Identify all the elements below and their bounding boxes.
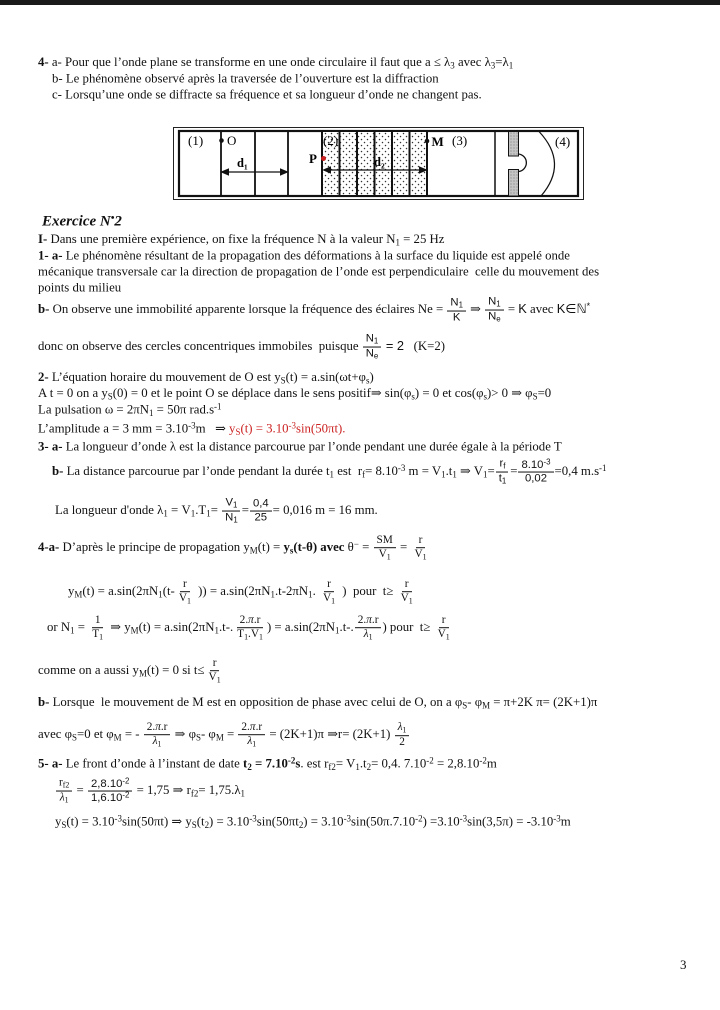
text-line: donc on observe des cercles concentriques immobiles puisque $\frac{N1}{Ne}$ = 2 (K=2) xyxy=(38,332,446,361)
fraction: $\frac{N1}{Ne}$ xyxy=(363,333,382,362)
fraction: $\frac{r}{V1}$ xyxy=(208,657,221,684)
text-line: points du milieu xyxy=(38,280,122,295)
text-line: A t = 0 on a yS(0) = 0 et le point O se déplace dans le sens positif⇒ sin(φs) = 0 et cos(φs)> 0 ⇒ φS=0 xyxy=(38,386,552,402)
fraction: $\frac{rf}{t1}$ xyxy=(496,458,510,487)
fraction: $\frac{r}{V1}$ xyxy=(322,578,336,605)
fraction: $\frac{1}{T1}$ xyxy=(92,614,104,641)
text-line: $\frac{rf2}{\lambda 1}$ = $\frac{2,8.10^{-2}}{1,6.10^{-2}}$ = 1,75 ⇒ rf2= 1,75.λ1 xyxy=(55,777,245,806)
text-line: L’amplitude a = 3 mm = $3.10^{-3}m$ ⇒ $yS(t) = 3.10^{-3}\sin(50\pi t)$. xyxy=(38,420,346,438)
point-m-dot xyxy=(425,139,430,144)
point-m-label: M xyxy=(431,134,444,149)
distance-d2-label: d₂ xyxy=(374,155,385,169)
fraction: $\frac{2,8.10^{-2}}{1,6.10^{-2}}$ xyxy=(88,777,132,804)
text-line: or N1 = $\frac{1}{T1}$ ⇒ yM(t) = a.sin(2πN1.t-. $\frac{2.\pi.r}{T1.V1}$ ) = a.sin(2πN1.t-. $\frac{2.\pi.r}{\lambda 1}$ ) pour t≥ $\frac{r}{V1}$ xyxy=(47,614,454,642)
fraction: $\frac{N1}{K}$ xyxy=(447,296,466,324)
region-1-label: (1) xyxy=(188,133,204,148)
point-p-dot xyxy=(321,156,326,161)
page-number: 3 xyxy=(680,957,687,972)
point-o-label: O xyxy=(227,133,237,148)
text-line: 3- a- La longueur d’onde λ est la distance parcourue par l’onde pendant une durée égale à la période T xyxy=(38,439,562,454)
region-2-label: (2) xyxy=(323,133,339,148)
text-line: 4-a- D’après le principe de propagation yM(t) = ys(t-θ) avec θ− = $\frac{SM}{V1}$ = $\frac{r}{V1}$ xyxy=(38,534,431,562)
text-line: c- Lorsqu’une onde se diffracte sa fréquence et sa longueur d’onde ne changent pas. xyxy=(52,87,482,102)
text-line: avec φS=0 et φM = - $\frac{2.\pi.r}{\lambda 1}$ ⇒ φS- φM = $\frac{2.\pi.r}{\lambda 1}$ = (2K+1)π ⇒r= (2K+1) $\frac{\lambda 1}{2}$ xyxy=(38,721,410,749)
text-line: $yS(t) = 3.10^{-3}\sin(50\pi t)$ ⇒ $yS(t2) = 3.10^{-3}\sin(50\pi t2) = 3.10^{-3}\sin(50\pi.7.10^{-2}) =3.10^{-3}\sin(3,5\pi) = -3.10^{-3}m$ xyxy=(55,813,571,831)
fraction: $\frac{2.\pi.r}{\lambda 1}$ xyxy=(238,721,265,749)
text-line: I- Dans une première expérience, on fixe la fréquence N à la valeur N1 = 25 Hz xyxy=(38,232,445,248)
text-line: La pulsation ω = 2πN1 = 50π $rad.s^{-1}$ xyxy=(38,401,222,419)
fraction: $\frac{N1}{Ne}$ xyxy=(485,296,504,325)
wave-tank-diagram xyxy=(171,125,589,205)
region-3-label: (3) xyxy=(452,133,468,148)
fraction: $\frac{V1}{N1}$ xyxy=(222,497,241,526)
text-line: 4- a- Pour que l’onde plane se transforme en une onde circulaire il faut que a ≤ λ3 avec λ3=λ1 xyxy=(38,55,514,71)
text-line: b- Lorsque le mouvement de M est en opposition de phase avec celui de O, on a φS- φM = π+2K π= (2K+1)π xyxy=(38,695,598,711)
fraction: $\frac{r}{V1}$ xyxy=(400,578,413,605)
fraction: $\frac{\lambda 1}{2}$ xyxy=(395,721,410,749)
fraction: $\frac{2.\pi.r}{\lambda 1}$ xyxy=(355,614,382,642)
fraction: $\frac{r}{V1}$ xyxy=(437,614,450,641)
text-line: 1- a- Le phénomène résultant de la propagation des déformations à la surface du liquide est appelé onde xyxy=(38,248,570,263)
fraction: $\frac{r}{V1}$ xyxy=(178,578,191,605)
fraction: $\frac{r}{V1}$ xyxy=(414,534,427,561)
fraction: $\frac{2.\pi.r}{\lambda 1}$ xyxy=(144,721,171,749)
exercise-title: Exercice N•2 xyxy=(42,213,122,230)
fraction: $\frac{SM}{V1}$ xyxy=(374,534,396,562)
fraction: $\frac{2.\pi.r}{T1.V1}$ xyxy=(237,614,263,641)
fraction: $\frac{0,4}{25}$ xyxy=(250,498,272,524)
text-line: 5- a- Le front d’onde à l’instant de date $t2 = 7.10^{-2}s$. est rf2= V1.t2= 0,4. $7.10^{-2} = 2,8.10^{-2}m$ xyxy=(38,755,497,773)
text-line: yM(t) = a.sin(2πN1(t- $\frac{r}{V1}$ )) = a.sin(2πN1.t-2πN1. $\frac{r}{V1}$ ) pour t≥ $\frac{r}{V1}$ xyxy=(68,578,417,606)
point-p-label: P xyxy=(309,151,317,166)
text-line: b- On observe une immobilité apparente lorsque la fréquence des éclaires Ne = $\frac{N1}{K}$ ⇒ $\frac{N1}{Ne}$ = K avec K∈ℕ* xyxy=(38,295,591,324)
text-line: b- Le phénomène observé après la traversée de l’ouverture est la diffraction xyxy=(52,71,439,86)
region-4-label: (4) xyxy=(555,134,571,149)
fraction: $\frac{8.10^{-3}}{0,02}$ xyxy=(518,459,553,486)
text-line: b- La distance parcourue par l’onde pendant la durée t1 est $rf= 8.10^{-3}$ m = V1.t1 ⇒ V1= $\frac{rf}{t1}$ = $\frac{8.10^{-3}}{0,02}$ =0,4 $m.s^{-1}$ xyxy=(52,457,607,486)
text-line: mécanique transversale car la direction de propagation de l’onde est perpendiculaire celle du mouvement des xyxy=(38,264,600,279)
distance-d1-label: d₁ xyxy=(237,156,248,170)
text-line: La longueur d'onde λ1 = V1.T1= $\frac{V1}{N1}$ = $\frac{0,4}{25}$ = 0,016 m = 16 mm. xyxy=(55,496,378,525)
text-line: comme on a aussi yM(t) = 0 si t≤ $\frac{r}{V1}$ xyxy=(38,657,225,685)
point-o-dot xyxy=(219,138,224,143)
text-line: 2- L’équation horaire du mouvement de O est yS(t) = a.sin(ωt+φs) xyxy=(38,370,374,386)
fraction: $\frac{rf2}{\lambda 1}$ xyxy=(56,777,72,806)
